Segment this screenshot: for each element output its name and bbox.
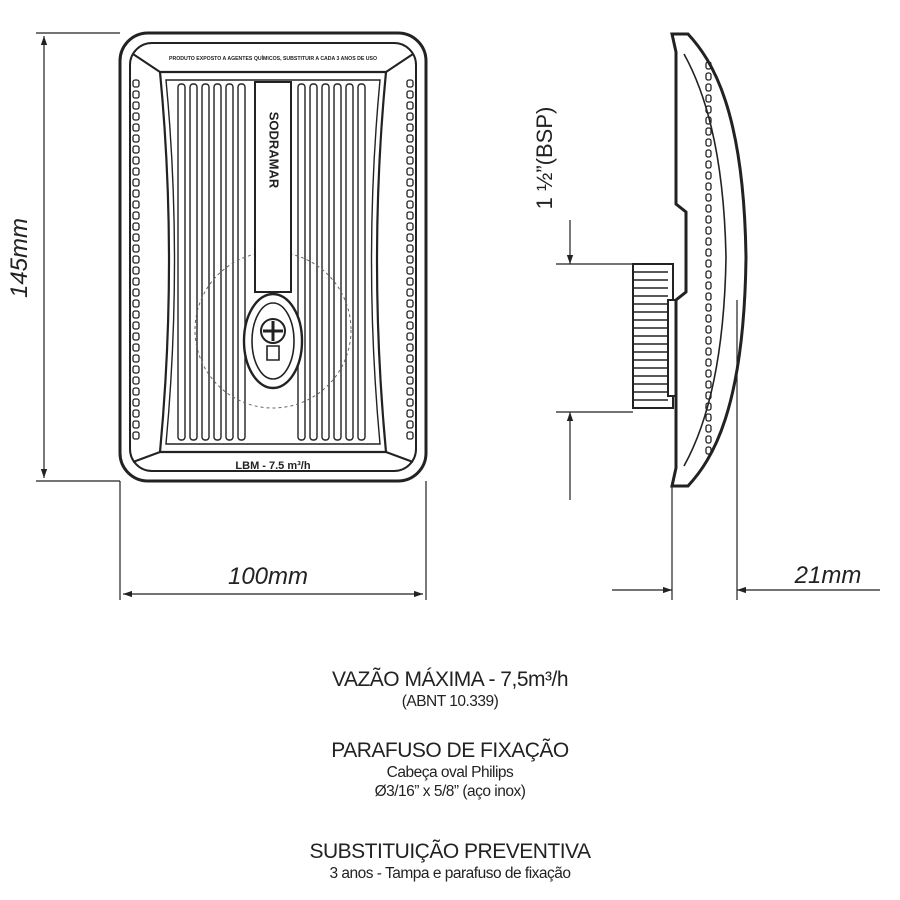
edge-hole — [133, 344, 139, 351]
edge-hole — [133, 410, 139, 417]
edge-hole — [407, 157, 413, 164]
edge-hole — [407, 234, 413, 241]
edge-hole — [407, 432, 413, 439]
edge-hole — [407, 344, 413, 351]
spec-detail: Cabeça oval Philips — [386, 764, 514, 781]
edge-hole — [133, 102, 139, 109]
edge-hole — [407, 91, 413, 98]
edge-hole — [133, 432, 139, 439]
bottom-inscription: LBM - 7.5 m³/h — [235, 460, 311, 472]
edge-hole — [133, 377, 139, 384]
edge-hole — [407, 333, 413, 340]
edge-hole — [133, 157, 139, 164]
edge-hole — [133, 223, 139, 230]
spec-detail: 3 anos - Tampa e parafuso de fixação — [329, 865, 571, 882]
edge-hole — [133, 146, 139, 153]
edge-hole — [407, 146, 413, 153]
width-label: 100mm — [227, 563, 309, 590]
spec-detail: Ø3/16” x 5/8” (aço inox) — [374, 783, 526, 800]
edge-hole — [133, 399, 139, 406]
spec-title: SUBSTITUIÇÃO PREVENTIVA — [309, 840, 591, 863]
edge-hole — [407, 256, 413, 263]
grille-slot — [334, 84, 341, 440]
edge-hole — [133, 135, 139, 142]
edge-hole — [133, 190, 139, 197]
edge-hole — [407, 366, 413, 373]
spec-detail: (ABNT 10.339) — [401, 693, 499, 710]
edge-hole — [407, 124, 413, 131]
edge-hole — [407, 245, 413, 252]
edge-hole — [407, 113, 413, 120]
edge-hole — [133, 366, 139, 373]
edge-hole — [407, 102, 413, 109]
height-dimension — [36, 33, 120, 481]
grille-slot — [226, 84, 233, 440]
side-view — [633, 34, 746, 486]
edge-hole — [133, 311, 139, 318]
edge-hole — [407, 80, 413, 87]
edge-hole — [133, 267, 139, 274]
edge-hole — [133, 278, 139, 285]
grille-slot — [190, 84, 197, 440]
edge-hole — [133, 245, 139, 252]
edge-hole — [133, 212, 139, 219]
grille-slot — [322, 84, 329, 440]
edge-hole — [407, 212, 413, 219]
edge-hole — [407, 388, 413, 395]
edge-hole — [133, 201, 139, 208]
spec-replacement — [0, 840, 900, 883]
edge-hole — [133, 256, 139, 263]
edge-hole — [407, 355, 413, 362]
spec-screw — [0, 739, 900, 801]
edge-hole — [407, 300, 413, 307]
edge-hole — [407, 377, 413, 384]
edge-hole — [407, 201, 413, 208]
edge-hole — [407, 322, 413, 329]
edge-hole — [407, 278, 413, 285]
brand-label: SODRAMAR — [266, 111, 282, 189]
thread-label: 1 ½”(BSP) — [532, 106, 557, 210]
edge-hole — [407, 421, 413, 428]
edge-hole — [133, 289, 139, 296]
edge-hole — [133, 388, 139, 395]
grille-slot — [178, 84, 185, 440]
edge-hole — [407, 399, 413, 406]
edge-hole — [407, 179, 413, 186]
edge-hole — [407, 311, 413, 318]
grille-slot — [298, 84, 305, 440]
spec-title: PARAFUSO DE FIXAÇÃO — [331, 739, 569, 762]
edge-hole — [133, 355, 139, 362]
edge-hole — [133, 91, 139, 98]
grille-slot — [238, 84, 245, 440]
depth-label: 21mm — [794, 562, 862, 589]
edge-hole — [407, 267, 413, 274]
edge-hole — [133, 300, 139, 307]
edge-hole — [133, 124, 139, 131]
height-label: 145mm — [6, 217, 33, 299]
spec-title: VAZÃO MÁXIMA - 7,5m³/h — [332, 668, 568, 691]
edge-hole — [407, 168, 413, 175]
spec-max-flow — [0, 668, 900, 711]
edge-hole — [133, 322, 139, 329]
edge-hole — [133, 168, 139, 175]
edge-hole — [407, 410, 413, 417]
grille-slot — [202, 84, 209, 440]
edge-hole — [133, 234, 139, 241]
edge-hole — [133, 421, 139, 428]
thread-dimension — [556, 220, 633, 500]
edge-hole — [133, 179, 139, 186]
front-view — [120, 33, 426, 481]
top-inscription: PRODUTO EXPOSTO A AGENTES QUÍMICOS, SUBSTITUIR A CADA 3 ANOS DE USO — [169, 56, 377, 62]
edge-hole — [133, 333, 139, 340]
grille-slot — [346, 84, 353, 440]
edge-hole — [133, 113, 139, 120]
edge-hole — [407, 289, 413, 296]
edge-hole — [133, 80, 139, 87]
edge-hole — [407, 223, 413, 230]
grille-slot — [310, 84, 317, 440]
grille-slot — [358, 84, 365, 440]
edge-hole — [407, 190, 413, 197]
edge-hole — [407, 135, 413, 142]
